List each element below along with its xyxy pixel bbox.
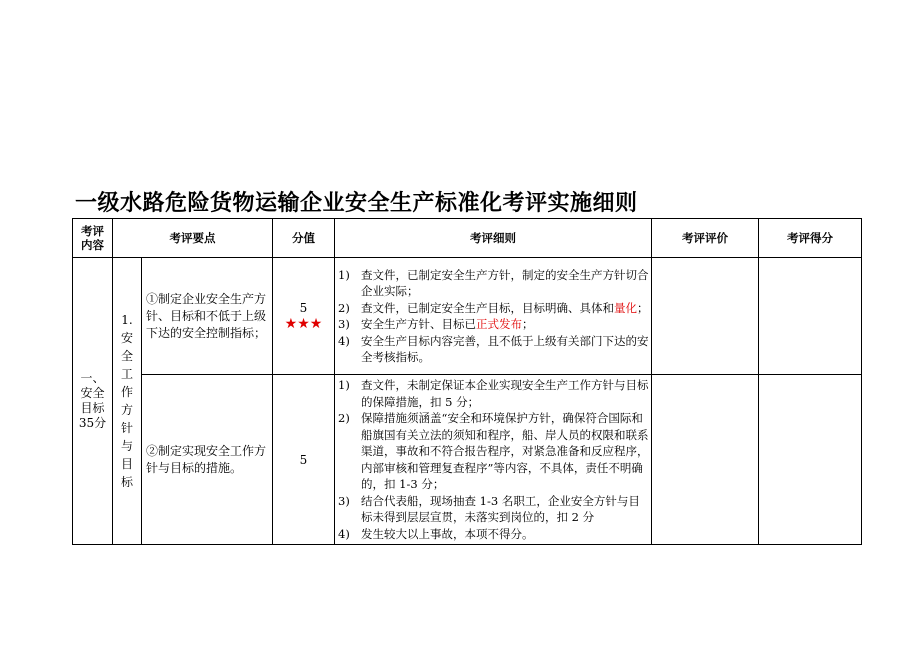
detail-highlight: 量化 (614, 300, 637, 315)
section-label (73, 258, 113, 545)
detail-highlight: 正式发布 (476, 317, 522, 331)
table-row (73, 375, 862, 545)
document-title: 一级水路危险货物运输企业安全生产标准化考评实施细则 (75, 191, 638, 216)
header-evaluation: 考评评价 (652, 219, 759, 258)
header-obtained: 考评得分 (759, 219, 862, 258)
star-rating: ★★★ (284, 316, 323, 332)
table-header-row (73, 219, 862, 258)
detail-text: 安全生产方针、目标已 (361, 317, 476, 331)
score-cell-2 (273, 375, 335, 545)
detail-num: 3) (338, 493, 350, 508)
detail-num: 4) (338, 333, 350, 348)
evaluation-cell-1[interactable] (652, 258, 759, 375)
point-1: ①制定企业安全生产方针、目标和不低于上级下达的安全控制指标； (142, 258, 273, 375)
detail-item (337, 333, 649, 366)
table-row (73, 258, 862, 375)
detail-text: ； (522, 317, 534, 331)
header-points: 考评要点 (113, 219, 273, 258)
item-label-text: 1.安全工作方针与目标 (120, 313, 133, 489)
item-label (113, 258, 142, 545)
detail-text: 安全生产目标内容完善，且不低于上级有关部门下达的安全考核指标。 (361, 333, 649, 364)
detail-item (337, 267, 649, 300)
detail-text: 查文件，未制定保证本企业实现安全生产工作方针与目标的保障措施，扣 5 分； (361, 378, 649, 409)
detail-item (337, 377, 649, 410)
detail-item (337, 316, 649, 333)
detail-num: 2) (338, 411, 350, 425)
obtained-cell-2[interactable] (759, 375, 862, 545)
detail-item (337, 410, 649, 493)
detail-text: 查文件，已制定安全生产方针，制定的安全生产方针切合企业实际； (361, 267, 649, 298)
point-2: ②制定实现安全工作方针与目标的措施。 (142, 375, 273, 545)
details-cell-2 (335, 375, 652, 545)
section-label-text: 一、安全目标35分 (78, 371, 107, 430)
evaluation-table (72, 218, 862, 545)
detail-text: 查文件，已制定安全生产目标，目标明确、具体和 (361, 300, 614, 315)
header-score: 分值 (273, 219, 335, 258)
score-value-1: 5 (299, 301, 308, 315)
detail-text: 结合代表船，现场抽查 1-3 名职工，企业安全方针与目标未得到层层宣贯，未落实到岗位的，扣 2 分 (361, 493, 640, 524)
detail-num: 2) (338, 300, 350, 315)
detail-item (337, 526, 649, 543)
detail-num: 1) (338, 267, 350, 282)
header-details: 考评细则 (335, 219, 652, 258)
detail-num: 4) (338, 526, 350, 541)
evaluation-cell-2[interactable] (652, 375, 759, 545)
detail-text: ； (637, 300, 649, 315)
score-value-2: 5 (299, 452, 308, 467)
obtained-cell-1[interactable] (759, 258, 862, 375)
score-cell-1 (273, 258, 335, 375)
detail-text: 发生较大以上事故，本项不得分。 (361, 526, 534, 541)
header-content: 考评内容 (73, 219, 113, 258)
detail-num: 1) (338, 378, 350, 392)
detail-item (337, 493, 649, 526)
details-cell-1 (335, 258, 652, 375)
detail-item (337, 300, 649, 317)
detail-text: 保障措施须涵盖“安全和环境保护方针，确保符合国际和船旗国有关立法的须知和程序，船、岸人员的权限和联系渠道，事故和不符合报告程序，对紧急准备和反应程序，内部审核和管理复查程序”等内容，不具体，责任不明确的，扣 1-3 分； (361, 411, 649, 491)
detail-num: 3) (338, 317, 350, 331)
